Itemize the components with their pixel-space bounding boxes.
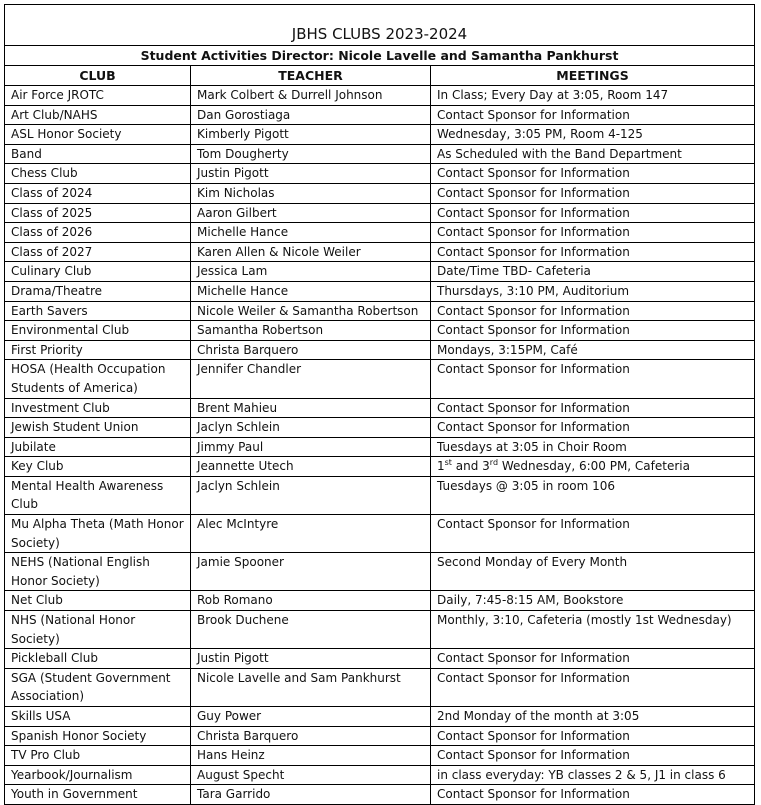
club-name-cell: Skills USA <box>5 707 191 727</box>
meetings-cell: Contact Sponsor for Information <box>431 668 755 706</box>
meetings-cell: Tuesdays @ 3:05 in room 106 <box>431 476 755 514</box>
teacher-cell: Samantha Robertson <box>191 321 431 341</box>
table-row <box>5 515 755 553</box>
club-name-cell: HOSA (Health Occupation Students of America) <box>5 360 191 398</box>
table-row <box>5 340 755 360</box>
teacher-cell: Christa Barquero <box>191 726 431 746</box>
table-row <box>5 183 755 203</box>
teacher-cell: Karen Allen & Nicole Weiler <box>191 242 431 262</box>
table-row <box>5 457 755 477</box>
clubs-table <box>4 4 755 805</box>
teacher-cell: Jennifer Chandler <box>191 360 431 398</box>
ordinal-suffix: rd <box>489 458 499 468</box>
column-header-meetings: MEETINGS <box>431 66 755 86</box>
teacher-cell: Mark Colbert & Durrell Johnson <box>191 86 431 106</box>
meetings-cell: As Scheduled with the Band Department <box>431 144 755 164</box>
club-name-cell: SGA (Student Government Association) <box>5 668 191 706</box>
teacher-cell: Jamie Spooner <box>191 553 431 591</box>
teacher-cell: Tom Dougherty <box>191 144 431 164</box>
meetings-cell: Contact Sponsor for Information <box>431 360 755 398</box>
table-row <box>5 785 755 805</box>
meetings-cell: Contact Sponsor for Information <box>431 746 755 766</box>
table-row <box>5 476 755 514</box>
teacher-cell: Hans Heinz <box>191 746 431 766</box>
column-header-club: CLUB <box>5 66 191 86</box>
table-row <box>5 203 755 223</box>
meetings-cell: in class everyday: YB classes 2 & 5, J1 in class 6 <box>431 765 755 785</box>
club-name-cell: Mu Alpha Theta (Math Honor Society) <box>5 515 191 553</box>
teacher-cell: Nicole Weiler & Samantha Robertson <box>191 301 431 321</box>
meetings-cell <box>431 457 755 477</box>
table-row <box>5 281 755 301</box>
club-name-cell: Culinary Club <box>5 262 191 282</box>
meetings-cell: Contact Sponsor for Information <box>431 515 755 553</box>
meetings-cell: 2nd Monday of the month at 3:05 <box>431 707 755 727</box>
clubs-document <box>4 4 754 805</box>
meetings-cell: Contact Sponsor for Information <box>431 785 755 805</box>
club-name-cell: Drama/Theatre <box>5 281 191 301</box>
meetings-text: Wednesday, 6:00 PM, Cafeteria <box>498 459 690 474</box>
club-name-cell: NHS (National Honor Society) <box>5 611 191 649</box>
club-name-cell: Class of 2027 <box>5 242 191 262</box>
page-subtitle: Student Activities Director: Nicole Lavelle and Samantha Pankhurst <box>5 46 755 66</box>
meetings-cell: In Class; Every Day at 3:05, Room 147 <box>431 86 755 106</box>
teacher-cell: Jaclyn Schlein <box>191 418 431 438</box>
teacher-cell: Jeannette Utech <box>191 457 431 477</box>
club-name-cell: ASL Honor Society <box>5 125 191 145</box>
teacher-cell: Alec McIntyre <box>191 515 431 553</box>
table-row <box>5 707 755 727</box>
club-name-cell: Mental Health Awareness Club <box>5 476 191 514</box>
column-header-teacher: TEACHER <box>191 66 431 86</box>
club-name-cell: Jewish Student Union <box>5 418 191 438</box>
club-name-cell: Investment Club <box>5 398 191 418</box>
club-name-cell: Class of 2025 <box>5 203 191 223</box>
club-name-cell: Jubilate <box>5 437 191 457</box>
table-row <box>5 144 755 164</box>
table-row <box>5 746 755 766</box>
meetings-cell: Tuesdays at 3:05 in Choir Room <box>431 437 755 457</box>
meetings-cell: Contact Sponsor for Information <box>431 183 755 203</box>
table-row <box>5 553 755 591</box>
teacher-cell: Michelle Hance <box>191 281 431 301</box>
teacher-cell: August Specht <box>191 765 431 785</box>
meetings-cell: Contact Sponsor for Information <box>431 726 755 746</box>
table-row <box>5 437 755 457</box>
club-name-cell: Chess Club <box>5 164 191 184</box>
table-row <box>5 321 755 341</box>
meetings-cell: Contact Sponsor for Information <box>431 164 755 184</box>
ordinal-suffix: st <box>444 458 452 468</box>
club-name-cell: Youth in Government <box>5 785 191 805</box>
teacher-cell: Aaron Gilbert <box>191 203 431 223</box>
teacher-cell: Nicole Lavelle and Sam Pankhurst <box>191 668 431 706</box>
table-row <box>5 223 755 243</box>
meetings-cell: Contact Sponsor for Information <box>431 105 755 125</box>
teacher-cell: Guy Power <box>191 707 431 727</box>
teacher-cell: Kim Nicholas <box>191 183 431 203</box>
title-row <box>5 5 755 46</box>
teacher-cell: Jaclyn Schlein <box>191 476 431 514</box>
table-row <box>5 668 755 706</box>
meetings-cell: Contact Sponsor for Information <box>431 321 755 341</box>
meetings-cell: Second Monday of Every Month <box>431 553 755 591</box>
subtitle-row <box>5 46 755 66</box>
table-row <box>5 164 755 184</box>
club-name-cell: Yearbook/Journalism <box>5 765 191 785</box>
club-name-cell: Net Club <box>5 591 191 611</box>
meetings-text: 1 <box>437 459 445 474</box>
table-row <box>5 649 755 669</box>
meetings-cell: Mondays, 3:15PM, Café <box>431 340 755 360</box>
club-name-cell: Key Club <box>5 457 191 477</box>
table-row <box>5 360 755 398</box>
teacher-cell: Jessica Lam <box>191 262 431 282</box>
table-row <box>5 301 755 321</box>
meetings-cell: Date/Time TBD- Cafeteria <box>431 262 755 282</box>
teacher-cell: Rob Romano <box>191 591 431 611</box>
club-name-cell: Earth Savers <box>5 301 191 321</box>
meetings-cell: Contact Sponsor for Information <box>431 203 755 223</box>
teacher-cell: Dan Gorostiaga <box>191 105 431 125</box>
teacher-cell: Brent Mahieu <box>191 398 431 418</box>
club-name-cell: Class of 2026 <box>5 223 191 243</box>
teacher-cell: Michelle Hance <box>191 223 431 243</box>
meetings-cell: Wednesday, 3:05 PM, Room 4-125 <box>431 125 755 145</box>
club-name-cell: TV Pro Club <box>5 746 191 766</box>
table-row <box>5 398 755 418</box>
table-row <box>5 591 755 611</box>
meetings-cell: Contact Sponsor for Information <box>431 242 755 262</box>
table-row <box>5 418 755 438</box>
meetings-cell: Contact Sponsor for Information <box>431 649 755 669</box>
table-row <box>5 611 755 649</box>
table-row <box>5 125 755 145</box>
teacher-cell: Brook Duchene <box>191 611 431 649</box>
page-title: JBHS CLUBS 2023-2024 <box>5 5 755 46</box>
club-name-cell: Pickleball Club <box>5 649 191 669</box>
teacher-cell: Justin Pigott <box>191 164 431 184</box>
meetings-cell: Contact Sponsor for Information <box>431 223 755 243</box>
club-name-cell: Air Force JROTC <box>5 86 191 106</box>
club-name-cell: NEHS (National English Honor Society) <box>5 553 191 591</box>
meetings-cell: Contact Sponsor for Information <box>431 301 755 321</box>
club-name-cell: Spanish Honor Society <box>5 726 191 746</box>
meetings-cell: Contact Sponsor for Information <box>431 398 755 418</box>
table-row <box>5 86 755 106</box>
teacher-cell: Jimmy Paul <box>191 437 431 457</box>
meetings-cell: Daily, 7:45-8:15 AM, Bookstore <box>431 591 755 611</box>
table-row <box>5 242 755 262</box>
table-row <box>5 765 755 785</box>
meetings-cell: Monthly, 3:10, Cafeteria (mostly 1st Wednesday) <box>431 611 755 649</box>
club-name-cell: Band <box>5 144 191 164</box>
club-name-cell: Environmental Club <box>5 321 191 341</box>
table-row <box>5 726 755 746</box>
club-name-cell: First Priority <box>5 340 191 360</box>
teacher-cell: Kimberly Pigott <box>191 125 431 145</box>
teacher-cell: Justin Pigott <box>191 649 431 669</box>
teacher-cell: Christa Barquero <box>191 340 431 360</box>
club-name-cell: Art Club/NAHS <box>5 105 191 125</box>
meetings-cell: Contact Sponsor for Information <box>431 418 755 438</box>
table-row <box>5 262 755 282</box>
header-row <box>5 66 755 86</box>
teacher-cell: Tara Garrido <box>191 785 431 805</box>
meetings-text: and 3 <box>451 459 490 474</box>
table-row <box>5 105 755 125</box>
club-name-cell: Class of 2024 <box>5 183 191 203</box>
meetings-cell: Thursdays, 3:10 PM, Auditorium <box>431 281 755 301</box>
